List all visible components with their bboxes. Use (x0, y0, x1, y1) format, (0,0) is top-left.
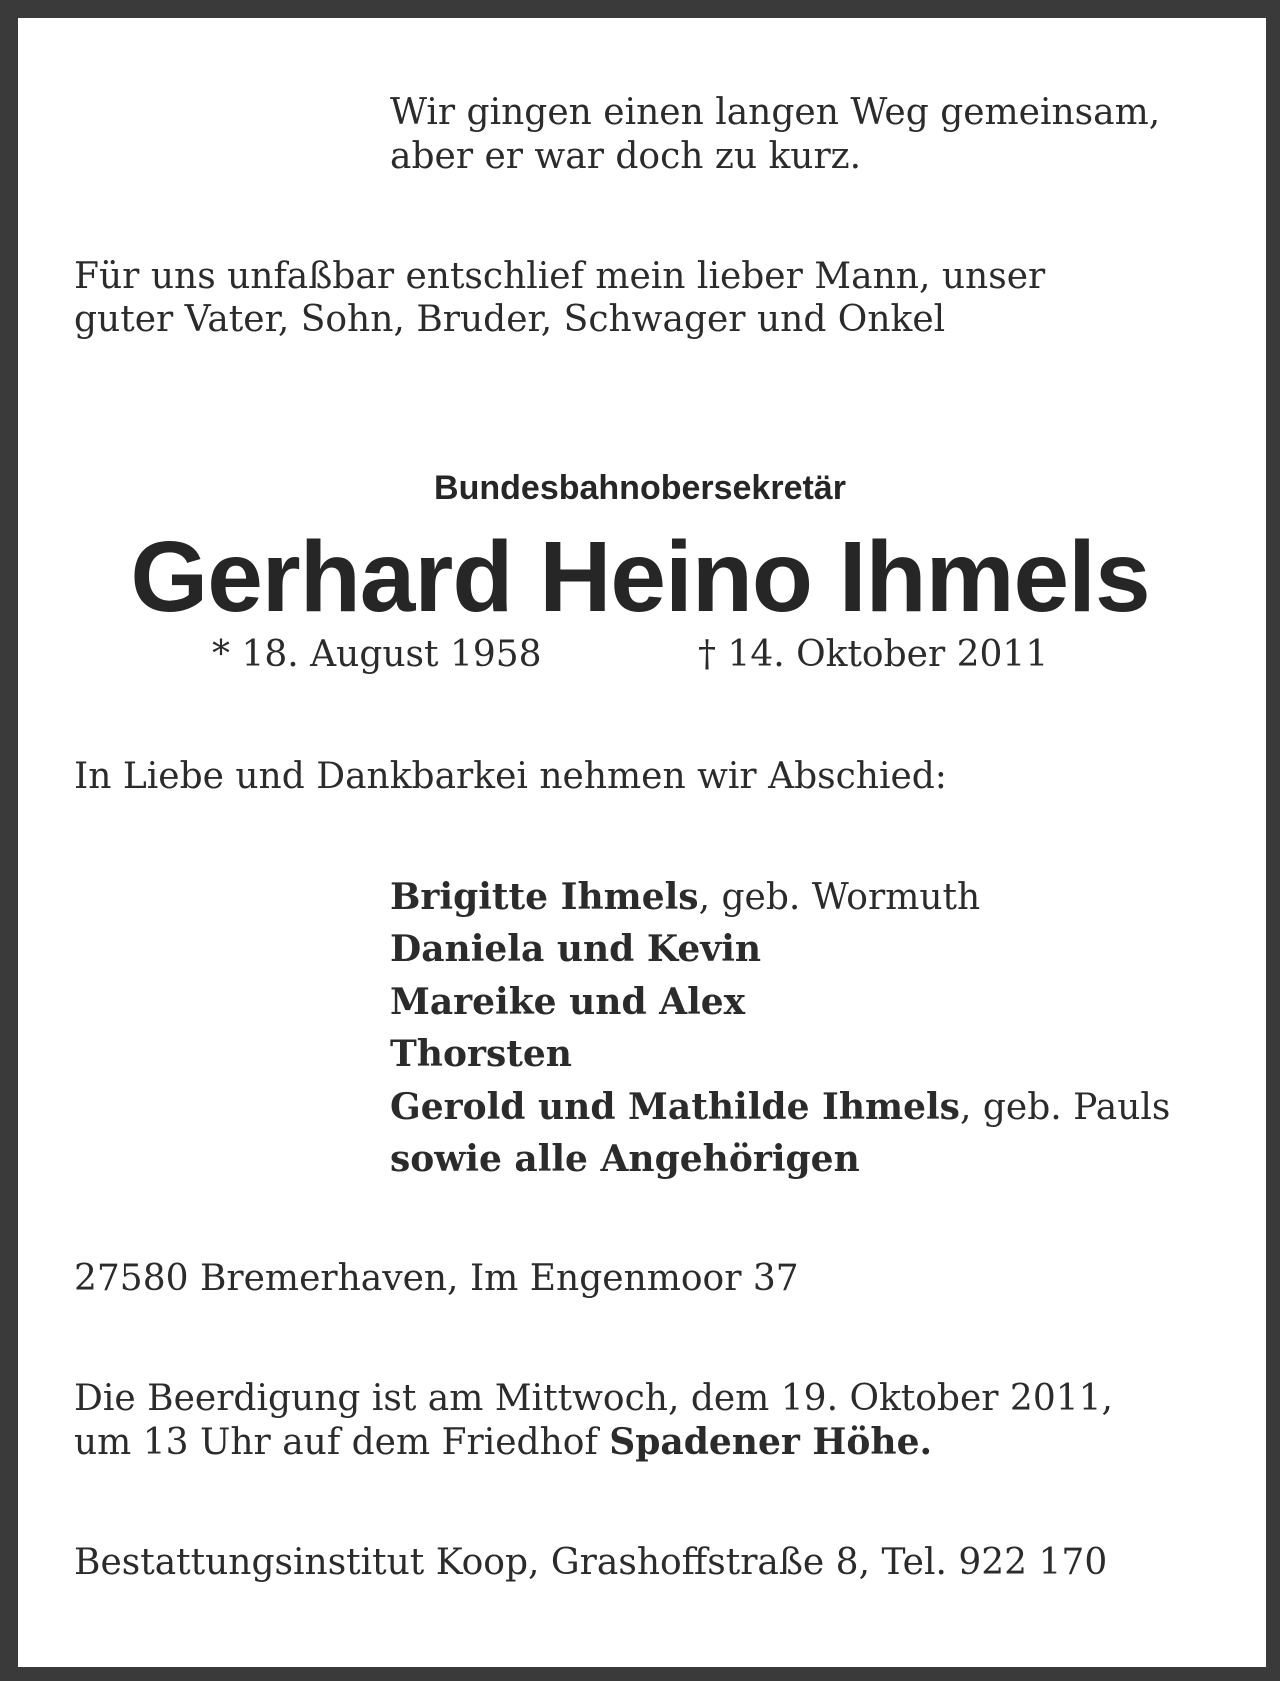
signer-name: Gerold und Mathilde Ihmels (390, 1086, 960, 1128)
intro-line-1: Für uns unfaßbar entschlief mein lieber Mann, unser (74, 256, 1046, 297)
birth-date: * 18. August 1958 (212, 634, 542, 675)
funeral-line-2-text: um 13 Uhr auf dem Friedhof (74, 1422, 610, 1463)
signer-line (390, 876, 980, 919)
signer-name: Thorsten (390, 1033, 572, 1075)
motto-line-2: aber er war doch zu kurz. (390, 136, 862, 177)
motto-line-1: Wir gingen einen langen Weg gemeinsam, (390, 92, 1161, 133)
signer-suffix: , geb. Wormuth (698, 877, 981, 918)
cemetery-name: Spadener Höhe. (609, 1421, 933, 1463)
signer-name: sowie alle Angehörigen (390, 1138, 860, 1180)
funeral-line-2 (74, 1421, 932, 1464)
undertaker-line: Bestattungsinstitut Koop, Grashoffstraße 8, Tel. 922 170 (74, 1542, 1108, 1583)
deceased-title: Bundesbahnobersekretär (434, 469, 846, 507)
signer-name: Daniela und Kevin (390, 928, 762, 970)
signer-suffix: , geb. Pauls (959, 1087, 1171, 1128)
farewell-line: In Liebe und Dankbarkei nehmen wir Abschied: (74, 756, 947, 797)
deceased-name: Gerhard Heino Ihmels (130, 521, 1150, 633)
signer-name: Mareike und Alex (390, 981, 746, 1023)
intro-line-2: guter Vater, Sohn, Bruder, Schwager und Onkel (74, 299, 946, 340)
signer-line (390, 1086, 1170, 1129)
signer-line (390, 981, 745, 1024)
funeral-line-1: Die Beerdigung ist am Mittwoch, dem 19. Oktober 2011, (74, 1378, 1113, 1419)
signer-name: Brigitte Ihmels (390, 876, 699, 918)
signer-line (390, 928, 761, 971)
address-line: 27580 Bremerhaven, Im Engenmoor 37 (74, 1258, 799, 1299)
death-date: † 14. Oktober 2011 (698, 634, 1049, 675)
signer-line (390, 1138, 860, 1181)
signer-line (390, 1033, 572, 1076)
